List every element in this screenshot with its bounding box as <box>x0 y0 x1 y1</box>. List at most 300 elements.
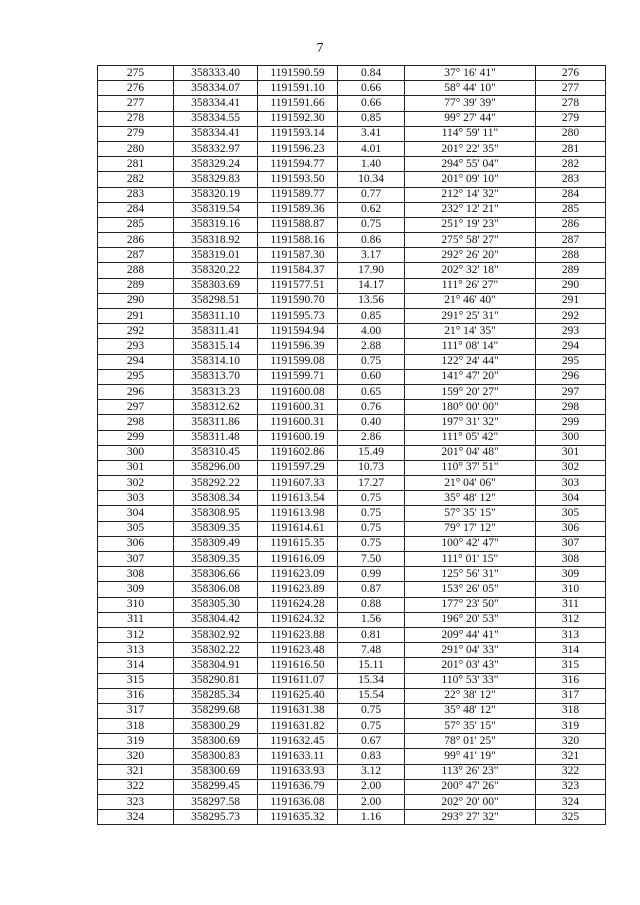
table-row <box>98 703 606 718</box>
point-number-cell: 313 <box>98 643 174 658</box>
y-coordinate-cell: 1191623.09 <box>258 567 338 582</box>
direction-angle-cell: 201° 22' 35" <box>405 141 536 156</box>
table-row <box>98 597 606 612</box>
y-coordinate-cell: 1191600.31 <box>258 400 338 415</box>
table-row <box>98 400 606 415</box>
point-number-cell: 303 <box>98 491 174 506</box>
next-point-cell: 309 <box>536 567 606 582</box>
table-row <box>98 293 606 308</box>
point-number-cell: 295 <box>98 369 174 384</box>
point-number-cell: 275 <box>98 66 174 81</box>
distance-cell: 10.34 <box>338 172 405 187</box>
point-number-cell: 288 <box>98 263 174 278</box>
distance-cell: 0.75 <box>338 703 405 718</box>
next-point-cell: 299 <box>536 415 606 430</box>
point-number-cell: 316 <box>98 688 174 703</box>
next-point-cell: 277 <box>536 81 606 96</box>
x-coordinate-cell: 358311.48 <box>174 430 258 445</box>
point-number-cell: 289 <box>98 278 174 293</box>
distance-cell: 0.85 <box>338 111 405 126</box>
table-row <box>98 506 606 521</box>
point-number-cell: 300 <box>98 445 174 460</box>
point-number-cell: 306 <box>98 536 174 551</box>
direction-angle-cell: 111° 01' 15" <box>405 552 536 567</box>
distance-cell: 0.84 <box>338 66 405 81</box>
table-row <box>98 324 606 339</box>
next-point-cell: 285 <box>536 202 606 217</box>
direction-angle-cell: 100° 42' 47" <box>405 536 536 551</box>
next-point-cell: 314 <box>536 643 606 658</box>
next-point-cell: 302 <box>536 460 606 475</box>
y-coordinate-cell: 1191590.59 <box>258 66 338 81</box>
point-number-cell: 302 <box>98 476 174 491</box>
table-row <box>98 491 606 506</box>
point-number-cell: 294 <box>98 354 174 369</box>
direction-angle-cell: 110° 53' 33" <box>405 673 536 688</box>
y-coordinate-cell: 1191623.48 <box>258 643 338 658</box>
direction-angle-cell: 57° 35' 15" <box>405 506 536 521</box>
direction-angle-cell: 201° 03' 43" <box>405 658 536 673</box>
distance-cell: 0.66 <box>338 96 405 111</box>
point-number-cell: 319 <box>98 734 174 749</box>
next-point-cell: 279 <box>536 111 606 126</box>
y-coordinate-cell: 1191623.88 <box>258 627 338 642</box>
x-coordinate-cell: 358308.34 <box>174 491 258 506</box>
table-row <box>98 369 606 384</box>
page-number: 7 <box>316 41 324 56</box>
direction-angle-cell: 113° 26' 23" <box>405 764 536 779</box>
x-coordinate-cell: 358318.92 <box>174 233 258 248</box>
point-number-cell: 322 <box>98 779 174 794</box>
y-coordinate-cell: 1191599.71 <box>258 369 338 384</box>
point-number-cell: 291 <box>98 309 174 324</box>
y-coordinate-cell: 1191600.19 <box>258 430 338 445</box>
next-point-cell: 300 <box>536 430 606 445</box>
x-coordinate-cell: 358300.29 <box>174 719 258 734</box>
direction-angle-cell: 291° 25' 31" <box>405 309 536 324</box>
table-row <box>98 248 606 263</box>
y-coordinate-cell: 1191600.31 <box>258 415 338 430</box>
point-number-cell: 312 <box>98 627 174 642</box>
distance-cell: 2.86 <box>338 430 405 445</box>
table-row <box>98 157 606 172</box>
next-point-cell: 284 <box>536 187 606 202</box>
x-coordinate-cell: 358309.49 <box>174 536 258 551</box>
x-coordinate-cell: 358312.62 <box>174 400 258 415</box>
x-coordinate-cell: 358304.91 <box>174 658 258 673</box>
table-row <box>98 460 606 475</box>
point-number-cell: 314 <box>98 658 174 673</box>
x-coordinate-cell: 358305.30 <box>174 597 258 612</box>
next-point-cell: 311 <box>536 597 606 612</box>
y-coordinate-cell: 1191591.66 <box>258 96 338 111</box>
next-point-cell: 312 <box>536 612 606 627</box>
x-coordinate-cell: 358320.22 <box>174 263 258 278</box>
y-coordinate-cell: 1191588.16 <box>258 233 338 248</box>
x-coordinate-cell: 358300.83 <box>174 749 258 764</box>
distance-cell: 0.65 <box>338 384 405 399</box>
distance-cell: 15.49 <box>338 445 405 460</box>
distance-cell: 3.12 <box>338 764 405 779</box>
x-coordinate-cell: 358304.42 <box>174 612 258 627</box>
distance-cell: 0.99 <box>338 567 405 582</box>
next-point-cell: 298 <box>536 400 606 415</box>
table-row <box>98 81 606 96</box>
y-coordinate-cell: 1191616.09 <box>258 552 338 567</box>
y-coordinate-cell: 1191593.14 <box>258 126 338 141</box>
table-row <box>98 749 606 764</box>
x-coordinate-cell: 358334.41 <box>174 126 258 141</box>
distance-cell: 0.75 <box>338 506 405 521</box>
y-coordinate-cell: 1191613.98 <box>258 506 338 521</box>
y-coordinate-cell: 1191594.94 <box>258 324 338 339</box>
table-row <box>98 673 606 688</box>
y-coordinate-cell: 1191589.77 <box>258 187 338 202</box>
point-number-cell: 299 <box>98 430 174 445</box>
direction-angle-cell: 99° 27' 44" <box>405 111 536 126</box>
table-row <box>98 66 606 81</box>
x-coordinate-cell: 358295.73 <box>174 810 258 825</box>
point-number-cell: 293 <box>98 339 174 354</box>
next-point-cell: 291 <box>536 293 606 308</box>
distance-cell: 0.88 <box>338 597 405 612</box>
x-coordinate-cell: 358292.22 <box>174 476 258 491</box>
next-point-cell: 324 <box>536 795 606 810</box>
x-coordinate-cell: 358319.16 <box>174 217 258 232</box>
x-coordinate-cell: 358334.41 <box>174 96 258 111</box>
table-row <box>98 233 606 248</box>
table-row <box>98 734 606 749</box>
distance-cell: 0.75 <box>338 217 405 232</box>
point-number-cell: 311 <box>98 612 174 627</box>
direction-angle-cell: 99° 41' 19" <box>405 749 536 764</box>
y-coordinate-cell: 1191587.30 <box>258 248 338 263</box>
y-coordinate-cell: 1191631.82 <box>258 719 338 734</box>
x-coordinate-cell: 358334.55 <box>174 111 258 126</box>
point-number-cell: 301 <box>98 460 174 475</box>
table-row <box>98 141 606 156</box>
x-coordinate-cell: 358333.40 <box>174 66 258 81</box>
distance-cell: 1.16 <box>338 810 405 825</box>
x-coordinate-cell: 358319.01 <box>174 248 258 263</box>
distance-cell: 7.50 <box>338 552 405 567</box>
direction-angle-cell: 251° 19' 23" <box>405 217 536 232</box>
y-coordinate-cell: 1191624.28 <box>258 597 338 612</box>
next-point-cell: 320 <box>536 734 606 749</box>
direction-angle-cell: 122° 24' 44" <box>405 354 536 369</box>
x-coordinate-cell: 358311.86 <box>174 415 258 430</box>
point-number-cell: 324 <box>98 810 174 825</box>
next-point-cell: 283 <box>536 172 606 187</box>
x-coordinate-cell: 358302.22 <box>174 643 258 658</box>
next-point-cell: 292 <box>536 309 606 324</box>
direction-angle-cell: 153° 26' 05" <box>405 582 536 597</box>
distance-cell: 0.62 <box>338 202 405 217</box>
x-coordinate-cell: 358299.68 <box>174 703 258 718</box>
x-coordinate-cell: 358297.58 <box>174 795 258 810</box>
table-row <box>98 126 606 141</box>
next-point-cell: 325 <box>536 810 606 825</box>
direction-angle-cell: 275° 58' 27" <box>405 233 536 248</box>
direction-angle-cell: 201° 04' 48" <box>405 445 536 460</box>
next-point-cell: 288 <box>536 248 606 263</box>
y-coordinate-cell: 1191594.77 <box>258 157 338 172</box>
direction-angle-cell: 291° 04' 33" <box>405 643 536 658</box>
direction-angle-cell: 141° 47' 20" <box>405 369 536 384</box>
next-point-cell: 287 <box>536 233 606 248</box>
table-row <box>98 810 606 825</box>
distance-cell: 2.88 <box>338 339 405 354</box>
direction-angle-cell: 202° 32' 18" <box>405 263 536 278</box>
distance-cell: 0.77 <box>338 187 405 202</box>
next-point-cell: 308 <box>536 552 606 567</box>
x-coordinate-cell: 358306.08 <box>174 582 258 597</box>
y-coordinate-cell: 1191596.23 <box>258 141 338 156</box>
point-number-cell: 284 <box>98 202 174 217</box>
x-coordinate-cell: 358319.54 <box>174 202 258 217</box>
distance-cell: 15.11 <box>338 658 405 673</box>
point-number-cell: 285 <box>98 217 174 232</box>
table-row <box>98 582 606 597</box>
direction-angle-cell: 35° 48' 12" <box>405 703 536 718</box>
x-coordinate-cell: 358300.69 <box>174 734 258 749</box>
point-number-cell: 308 <box>98 567 174 582</box>
y-coordinate-cell: 1191636.08 <box>258 795 338 810</box>
distance-cell: 0.75 <box>338 491 405 506</box>
next-point-cell: 322 <box>536 764 606 779</box>
y-coordinate-cell: 1191613.54 <box>258 491 338 506</box>
y-coordinate-cell: 1191588.87 <box>258 217 338 232</box>
x-coordinate-cell: 358296.00 <box>174 460 258 475</box>
table-row <box>98 384 606 399</box>
distance-cell: 0.81 <box>338 627 405 642</box>
next-point-cell: 317 <box>536 688 606 703</box>
table-row <box>98 111 606 126</box>
next-point-cell: 294 <box>536 339 606 354</box>
y-coordinate-cell: 1191636.79 <box>258 779 338 794</box>
next-point-cell: 318 <box>536 703 606 718</box>
point-number-cell: 287 <box>98 248 174 263</box>
x-coordinate-cell: 358332.97 <box>174 141 258 156</box>
point-number-cell: 304 <box>98 506 174 521</box>
direction-angle-cell: 202° 20' 00" <box>405 795 536 810</box>
y-coordinate-cell: 1191597.29 <box>258 460 338 475</box>
point-number-cell: 279 <box>98 126 174 141</box>
distance-cell: 0.86 <box>338 233 405 248</box>
distance-cell: 3.41 <box>338 126 405 141</box>
direction-angle-cell: 111° 08' 14" <box>405 339 536 354</box>
point-number-cell: 298 <box>98 415 174 430</box>
point-number-cell: 280 <box>98 141 174 156</box>
direction-angle-cell: 177° 23' 50" <box>405 597 536 612</box>
distance-cell: 0.66 <box>338 81 405 96</box>
y-coordinate-cell: 1191632.45 <box>258 734 338 749</box>
x-coordinate-cell: 358311.41 <box>174 324 258 339</box>
point-number-cell: 276 <box>98 81 174 96</box>
point-number-cell: 277 <box>98 96 174 111</box>
y-coordinate-cell: 1191584.37 <box>258 263 338 278</box>
table-row <box>98 567 606 582</box>
x-coordinate-cell: 358313.70 <box>174 369 258 384</box>
coordinate-table <box>97 65 606 825</box>
direction-angle-cell: 110° 37' 51" <box>405 460 536 475</box>
distance-cell: 0.40 <box>338 415 405 430</box>
direction-angle-cell: 79° 17' 12" <box>405 521 536 536</box>
x-coordinate-cell: 358315.14 <box>174 339 258 354</box>
distance-cell: 15.34 <box>338 673 405 688</box>
y-coordinate-cell: 1191633.93 <box>258 764 338 779</box>
distance-cell: 17.27 <box>338 476 405 491</box>
y-coordinate-cell: 1191611.07 <box>258 673 338 688</box>
next-point-cell: 319 <box>536 719 606 734</box>
point-number-cell: 323 <box>98 795 174 810</box>
direction-angle-cell: 111° 26' 27" <box>405 278 536 293</box>
direction-angle-cell: 114° 59' 11" <box>405 126 536 141</box>
point-number-cell: 320 <box>98 749 174 764</box>
table-row <box>98 719 606 734</box>
table-row <box>98 354 606 369</box>
point-number-cell: 297 <box>98 400 174 415</box>
point-number-cell: 318 <box>98 719 174 734</box>
distance-cell: 0.75 <box>338 521 405 536</box>
table-row <box>98 96 606 111</box>
y-coordinate-cell: 1191600.08 <box>258 384 338 399</box>
next-point-cell: 290 <box>536 278 606 293</box>
table-row <box>98 658 606 673</box>
direction-angle-cell: 294° 55' 04" <box>405 157 536 172</box>
next-point-cell: 310 <box>536 582 606 597</box>
y-coordinate-cell: 1191631.38 <box>258 703 338 718</box>
next-point-cell: 282 <box>536 157 606 172</box>
table-row <box>98 612 606 627</box>
table-row <box>98 263 606 278</box>
table-row <box>98 688 606 703</box>
direction-angle-cell: 35° 48' 12" <box>405 491 536 506</box>
y-coordinate-cell: 1191602.86 <box>258 445 338 460</box>
table-row <box>98 476 606 491</box>
distance-cell: 0.87 <box>338 582 405 597</box>
distance-cell: 0.60 <box>338 369 405 384</box>
next-point-cell: 295 <box>536 354 606 369</box>
y-coordinate-cell: 1191625.40 <box>258 688 338 703</box>
direction-angle-cell: 77° 39' 39" <box>405 96 536 111</box>
table-row <box>98 187 606 202</box>
y-coordinate-cell: 1191607.33 <box>258 476 338 491</box>
direction-angle-cell: 22° 38' 12" <box>405 688 536 703</box>
x-coordinate-cell: 358298.51 <box>174 293 258 308</box>
y-coordinate-cell: 1191616.50 <box>258 658 338 673</box>
point-number-cell: 283 <box>98 187 174 202</box>
distance-cell: 0.75 <box>338 719 405 734</box>
y-coordinate-cell: 1191590.70 <box>258 293 338 308</box>
y-coordinate-cell: 1191624.32 <box>258 612 338 627</box>
next-point-cell: 276 <box>536 66 606 81</box>
next-point-cell: 315 <box>536 658 606 673</box>
point-number-cell: 321 <box>98 764 174 779</box>
point-number-cell: 310 <box>98 597 174 612</box>
y-coordinate-cell: 1191593.50 <box>258 172 338 187</box>
point-number-cell: 309 <box>98 582 174 597</box>
distance-cell: 4.01 <box>338 141 405 156</box>
x-coordinate-cell: 358299.45 <box>174 779 258 794</box>
table-row <box>98 521 606 536</box>
table-row <box>98 643 606 658</box>
y-coordinate-cell: 1191599.08 <box>258 354 338 369</box>
next-point-cell: 313 <box>536 627 606 642</box>
distance-cell: 10.73 <box>338 460 405 475</box>
direction-angle-cell: 78° 01' 25" <box>405 734 536 749</box>
distance-cell: 2.00 <box>338 779 405 794</box>
direction-angle-cell: 232° 12' 21" <box>405 202 536 217</box>
direction-angle-cell: 292° 26' 20" <box>405 248 536 263</box>
y-coordinate-cell: 1191596.39 <box>258 339 338 354</box>
table-row <box>98 627 606 642</box>
point-number-cell: 281 <box>98 157 174 172</box>
point-number-cell: 296 <box>98 384 174 399</box>
next-point-cell: 304 <box>536 491 606 506</box>
table-row <box>98 217 606 232</box>
distance-cell: 0.85 <box>338 309 405 324</box>
y-coordinate-cell: 1191623.89 <box>258 582 338 597</box>
table-row <box>98 779 606 794</box>
table-row <box>98 415 606 430</box>
x-coordinate-cell: 358309.35 <box>174 552 258 567</box>
table-row <box>98 278 606 293</box>
direction-angle-cell: 197° 31' 32" <box>405 415 536 430</box>
direction-angle-cell: 21° 04' 06" <box>405 476 536 491</box>
distance-cell: 0.75 <box>338 354 405 369</box>
y-coordinate-cell: 1191595.73 <box>258 309 338 324</box>
next-point-cell: 286 <box>536 217 606 232</box>
x-coordinate-cell: 358306.66 <box>174 567 258 582</box>
direction-angle-cell: 201° 09' 10" <box>405 172 536 187</box>
y-coordinate-cell: 1191577.51 <box>258 278 338 293</box>
table-row <box>98 764 606 779</box>
table-row <box>98 552 606 567</box>
distance-cell: 0.76 <box>338 400 405 415</box>
x-coordinate-cell: 358314.10 <box>174 354 258 369</box>
next-point-cell: 278 <box>536 96 606 111</box>
y-coordinate-cell: 1191615.35 <box>258 536 338 551</box>
table-row <box>98 309 606 324</box>
next-point-cell: 293 <box>536 324 606 339</box>
point-number-cell: 307 <box>98 552 174 567</box>
point-number-cell: 286 <box>98 233 174 248</box>
point-number-cell: 317 <box>98 703 174 718</box>
distance-cell: 14.17 <box>338 278 405 293</box>
distance-cell: 0.83 <box>338 749 405 764</box>
next-point-cell: 316 <box>536 673 606 688</box>
point-number-cell: 305 <box>98 521 174 536</box>
distance-cell: 17.90 <box>338 263 405 278</box>
distance-cell: 0.75 <box>338 536 405 551</box>
table-row <box>98 536 606 551</box>
distance-cell: 1.40 <box>338 157 405 172</box>
distance-cell: 1.56 <box>338 612 405 627</box>
y-coordinate-cell: 1191633.11 <box>258 749 338 764</box>
x-coordinate-cell: 358329.24 <box>174 157 258 172</box>
next-point-cell: 296 <box>536 369 606 384</box>
point-number-cell: 290 <box>98 293 174 308</box>
y-coordinate-cell: 1191591.10 <box>258 81 338 96</box>
point-number-cell: 282 <box>98 172 174 187</box>
next-point-cell: 307 <box>536 536 606 551</box>
next-point-cell: 305 <box>536 506 606 521</box>
direction-angle-cell: 21° 14' 35" <box>405 324 536 339</box>
next-point-cell: 281 <box>536 141 606 156</box>
x-coordinate-cell: 358310.45 <box>174 445 258 460</box>
distance-cell: 13.56 <box>338 293 405 308</box>
